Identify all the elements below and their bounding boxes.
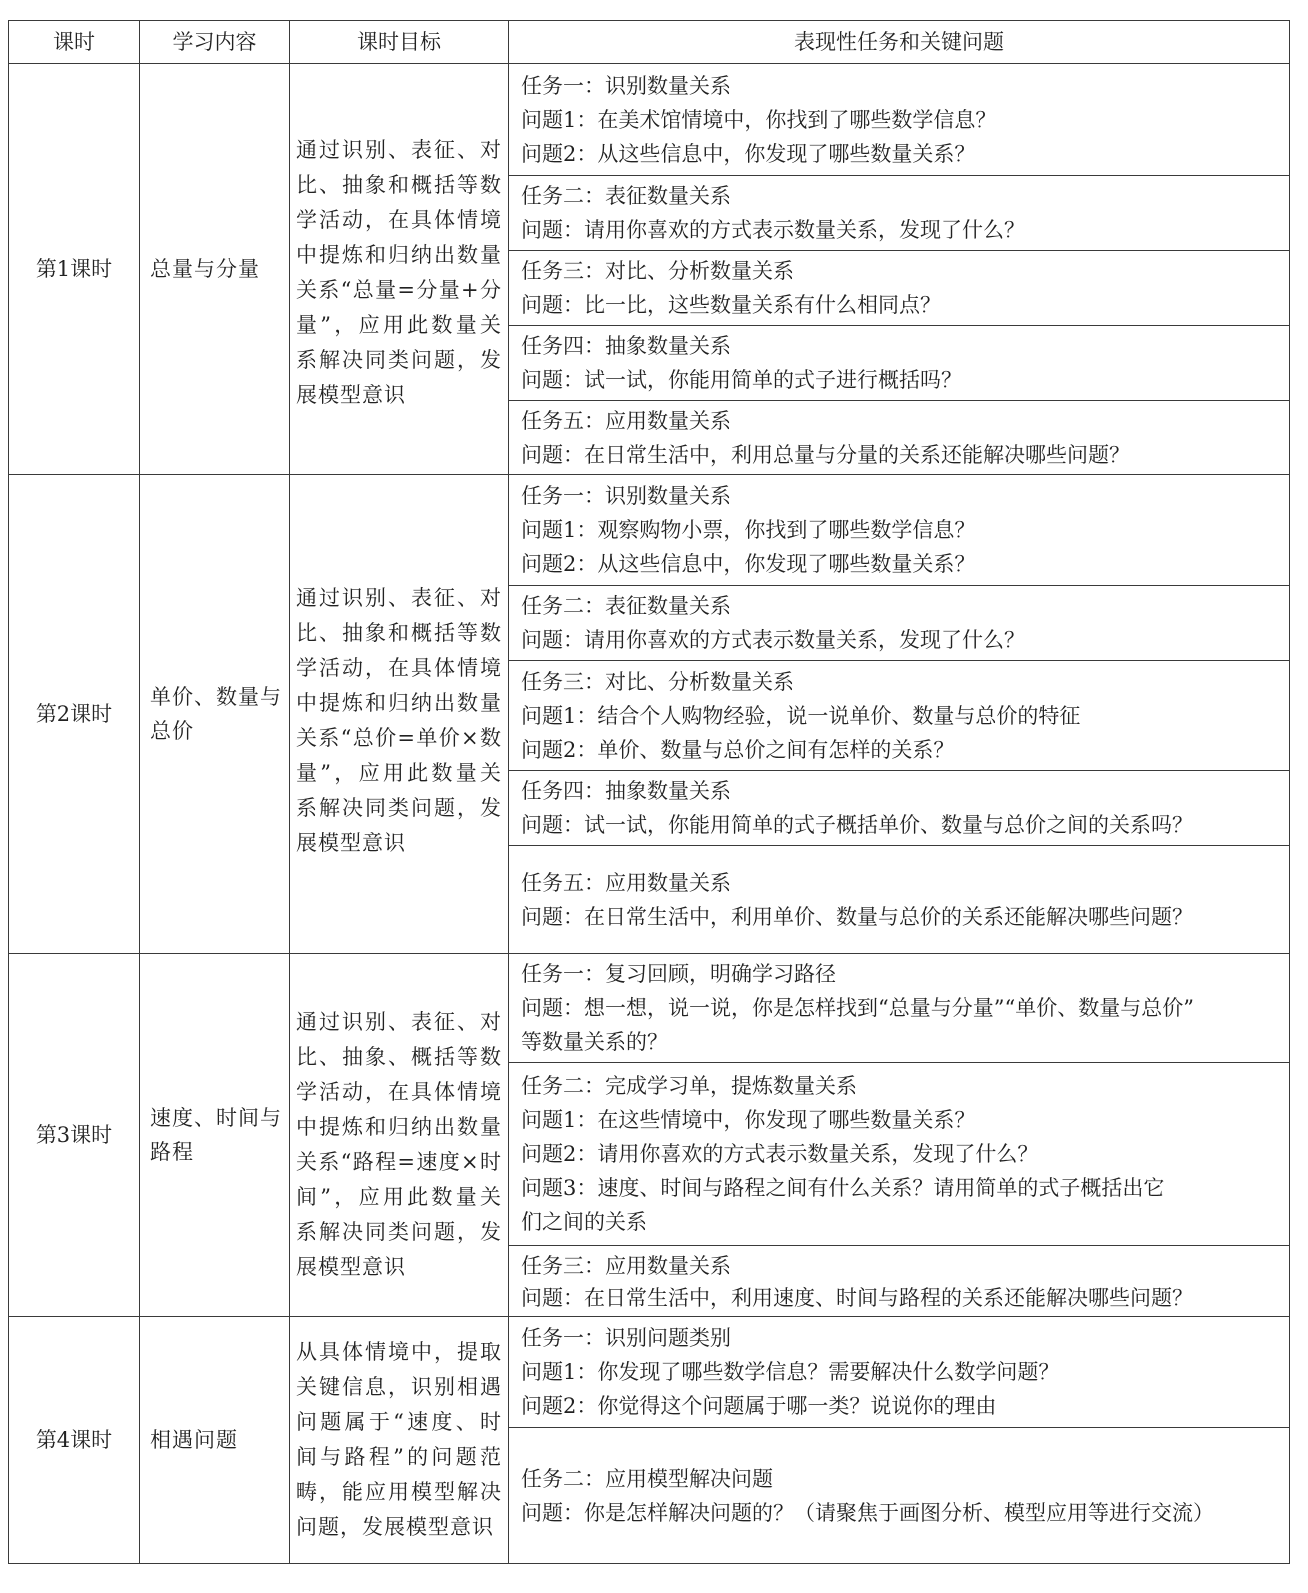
task-title: 任务一：识别问题类别 <box>521 1326 731 1350</box>
lesson-period: 第3课时 <box>9 954 140 1317</box>
table-header-row <box>9 21 1290 64</box>
task-title: 任务二：完成学习单，提炼数量关系 <box>521 1074 857 1098</box>
lesson-goal: 通过识别、表征、对比、抽象、概括等数学活动，在具体情境中提炼和归纳出数量关系“路程=速度×时间”，应用此数量关系解决同类问题，发展模型意识 <box>296 1010 502 1279</box>
lesson-row <box>9 954 1290 1317</box>
lesson-tasks-cell <box>509 954 1290 1317</box>
task-question: 问题2：你觉得这个问题属于哪一类？说说你的理由 <box>521 1394 997 1418</box>
lesson-period: 第2课时 <box>9 475 140 954</box>
lesson-row <box>9 475 1290 954</box>
header-content: 学习内容 <box>140 21 290 64</box>
task-title: 任务一：识别数量关系 <box>521 484 731 508</box>
task-block <box>509 64 1289 175</box>
task-question: 问题：请用你喜欢的方式表示数量关系，发现了什么？ <box>521 218 1025 242</box>
task-title: 任务二：表征数量关系 <box>521 184 731 208</box>
lesson-content: 速度、时间与路程 <box>140 954 290 1317</box>
task-block <box>509 1317 1289 1427</box>
task-title: 任务五：应用数量关系 <box>521 409 731 433</box>
task-title: 任务一：识别数量关系 <box>521 73 731 98</box>
task-block <box>509 770 1289 845</box>
task-question: 问题：你是怎样解决问题的？（请聚焦于画图分析、模型应用等进行交流） <box>521 1500 1214 1525</box>
task-block <box>509 845 1289 953</box>
task-question: 问题1：在这些情境中，你发现了哪些数量关系？ <box>521 1108 976 1132</box>
task-block <box>509 1245 1289 1316</box>
task-question: 问题：比一比，这些数量关系有什么相同点？ <box>521 293 941 317</box>
lesson-goal: 通过识别、表征、对比、抽象和概括等数学活动，在具体情境中提炼和归纳出数量关系“总价=单价×数量”，应用此数量关系解决同类问题，发展模型意识 <box>296 586 502 855</box>
task-block <box>509 585 1289 660</box>
lesson-goal: 通过识别、表征、对比、抽象和概括等数学活动，在具体情境中提炼和归纳出数量关系“总量=分量+分量”，应用此数量关系解决同类问题，发展模型意识 <box>296 138 502 407</box>
task-title: 任务一：复习回顾，明确学习路径 <box>521 962 836 986</box>
task-question: 问题2：从这些信息中，你发现了哪些数量关系？ <box>521 141 976 166</box>
task-question: 问题：在日常生活中，利用单价、数量与总价的关系还能解决哪些问题？ <box>521 904 1193 929</box>
task-question: 问题：在日常生活中，利用速度、时间与路程的关系还能解决哪些问题？ <box>521 1286 1193 1310</box>
lesson-period: 第4课时 <box>9 1317 140 1564</box>
task-title: 任务五：应用数量关系 <box>521 870 731 895</box>
task-block <box>509 475 1289 585</box>
lesson-content: 总量与分量 <box>140 64 290 475</box>
lesson-content: 单价、数量与总价 <box>140 475 290 954</box>
lesson-row <box>9 1317 1290 1564</box>
lesson-goal: 从具体情境中，提取关键信息，识别相遇问题属于“速度、时间与路程”的问题范畴，能应用模型解决问题，发展模型意识 <box>296 1340 502 1539</box>
task-question: 问题：在日常生活中，利用总量与分量的关系还能解决哪些问题？ <box>521 442 1130 467</box>
task-question: 问题2：请用你喜欢的方式表示数量关系，发现了什么？ <box>521 1142 1039 1166</box>
header-goal: 课时目标 <box>290 21 509 64</box>
task-question: 问题1：在美术馆情境中，你找到了哪些数学信息？ <box>521 107 997 132</box>
lesson-goal-cell <box>290 64 509 475</box>
task-block <box>509 1062 1289 1245</box>
task-question: 等数量关系的？ <box>521 1030 668 1054</box>
task-question: 问题1：结合个人购物经验，说一说单价、数量与总价的特征 <box>521 703 1081 728</box>
task-block <box>509 250 1289 325</box>
task-block <box>509 660 1289 770</box>
task-title: 任务三：应用数量关系 <box>521 1254 731 1278</box>
header-period: 课时 <box>9 21 140 64</box>
task-block <box>509 400 1289 474</box>
lesson-tasks-cell <box>509 64 1290 475</box>
task-question: 问题：请用你喜欢的方式表示数量关系，发现了什么？ <box>521 628 1025 652</box>
lesson-row <box>9 64 1290 475</box>
task-title: 任务二：表征数量关系 <box>521 594 731 618</box>
task-question: 问题2：单价、数量与总价之间有怎样的关系？ <box>521 737 955 762</box>
lesson-period: 第1课时 <box>9 64 140 475</box>
lesson-goal-cell <box>290 954 509 1317</box>
task-question: 们之间的关系 <box>521 1210 647 1234</box>
lesson-goal-cell <box>290 475 509 954</box>
lesson-goal-cell <box>290 1317 509 1564</box>
task-block <box>509 1427 1289 1563</box>
task-question: 问题：试一试，你能用简单的式子概括单价、数量与总价之间的关系吗？ <box>521 813 1193 837</box>
task-title: 任务三：对比、分析数量关系 <box>521 259 794 283</box>
task-question: 问题：试一试，你能用简单的式子进行概括吗？ <box>521 368 962 392</box>
header-tasks: 表现性任务和关键问题 <box>509 21 1290 64</box>
task-block <box>509 954 1289 1062</box>
lesson-tasks-cell <box>509 1317 1290 1564</box>
task-question: 问题：想一想，说一说，你是怎样找到“总量与分量”“单价、数量与总价” <box>521 996 1194 1020</box>
lesson-content: 相遇问题 <box>140 1317 290 1564</box>
task-title: 任务三：对比、分析数量关系 <box>521 669 794 694</box>
task-question: 问题1：观察购物小票，你找到了哪些数学信息？ <box>521 518 976 542</box>
task-block <box>509 325 1289 400</box>
task-question: 问题2：从这些信息中，你发现了哪些数量关系？ <box>521 552 976 576</box>
task-title: 任务二：应用模型解决问题 <box>521 1466 773 1491</box>
task-title: 任务四：抽象数量关系 <box>521 334 731 358</box>
task-question: 问题1：你发现了哪些数学信息？需要解决什么数学问题？ <box>521 1360 1060 1384</box>
lesson-plan-table <box>8 20 1290 1564</box>
lesson-tasks-cell <box>509 475 1290 954</box>
task-question: 问题3：速度、时间与路程之间有什么关系？请用简单的式子概括出它 <box>521 1176 1165 1200</box>
task-block <box>509 175 1289 250</box>
task-title: 任务四：抽象数量关系 <box>521 779 731 803</box>
